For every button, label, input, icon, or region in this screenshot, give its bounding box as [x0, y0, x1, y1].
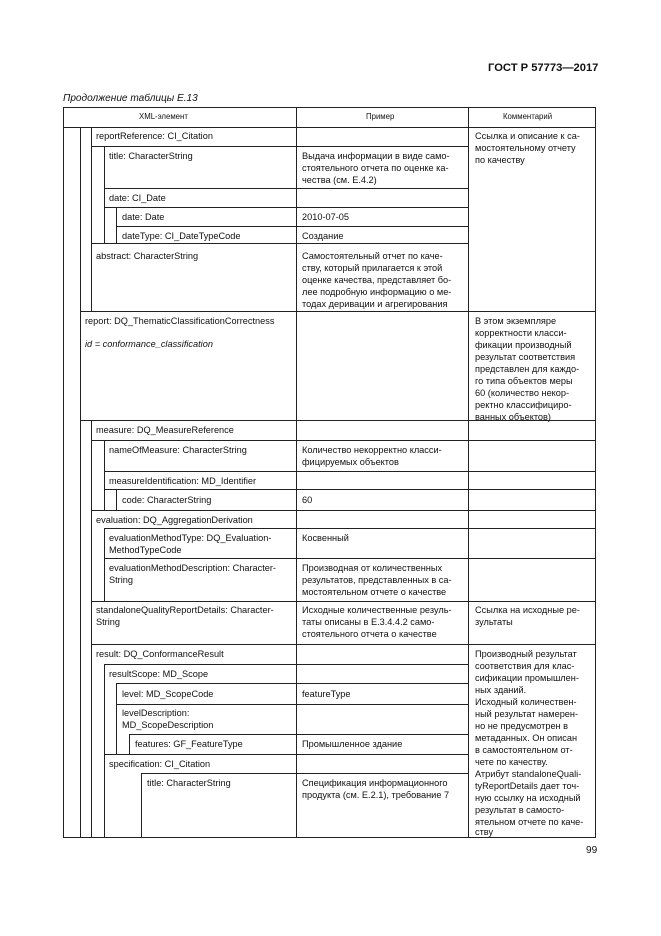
- element-code: code: CharacterString: [122, 495, 212, 505]
- element-title: title: CharacterString: [109, 151, 193, 161]
- column-header-element: XML-элемент: [139, 112, 188, 121]
- example-level: featureType: [302, 689, 351, 699]
- element-level: level: MD_ScopeCode: [122, 689, 214, 699]
- element-date-type: dateType: CI_DateTypeCode: [122, 231, 241, 241]
- page-number: 99: [586, 845, 598, 856]
- standard-number: ГОСТ Р 57773—2017: [488, 62, 599, 74]
- column-header-example: Пример: [366, 112, 395, 121]
- example-code: 60: [302, 495, 313, 505]
- example-evaluation-method-type: Косвенный: [302, 533, 349, 543]
- example-features: Промышленное здание: [302, 739, 403, 749]
- element-name-of-measure: nameOfMeasure: CharacterString: [109, 445, 247, 455]
- example-date: 2010-07-05: [302, 212, 349, 222]
- column-header-comment: Комментарий: [503, 112, 553, 121]
- element-measure-identification: measureIdentification: MD_Identifier: [109, 476, 257, 486]
- element-report-reference: reportReference: CI_Citation: [96, 131, 213, 141]
- element-report: report: DQ_ThematicClassificationCorrectness: [85, 316, 275, 326]
- element-result-scope: resultScope: MD_Scope: [109, 669, 209, 679]
- element-spec-title: title: CharacterString: [147, 778, 231, 788]
- element-result: result: DQ_ConformanceResult: [96, 649, 224, 659]
- element-evaluation: evaluation: DQ_AggregationDerivation: [96, 515, 253, 525]
- element-abstract: abstract: CharacterString: [96, 251, 199, 261]
- element-date: date: CI_Date: [109, 193, 166, 203]
- element-date-inner: date: Date: [122, 212, 165, 222]
- element-specification: specification: CI_Citation: [109, 759, 211, 769]
- example-date-type: Создание: [302, 231, 344, 241]
- element-features: features: GF_FeatureType: [135, 739, 243, 749]
- element-report-id: id = conformance_classification: [85, 339, 213, 349]
- element-measure: measure: DQ_MeasureReference: [96, 425, 234, 435]
- table-caption: Продолжение таблицы Е.13: [63, 93, 198, 104]
